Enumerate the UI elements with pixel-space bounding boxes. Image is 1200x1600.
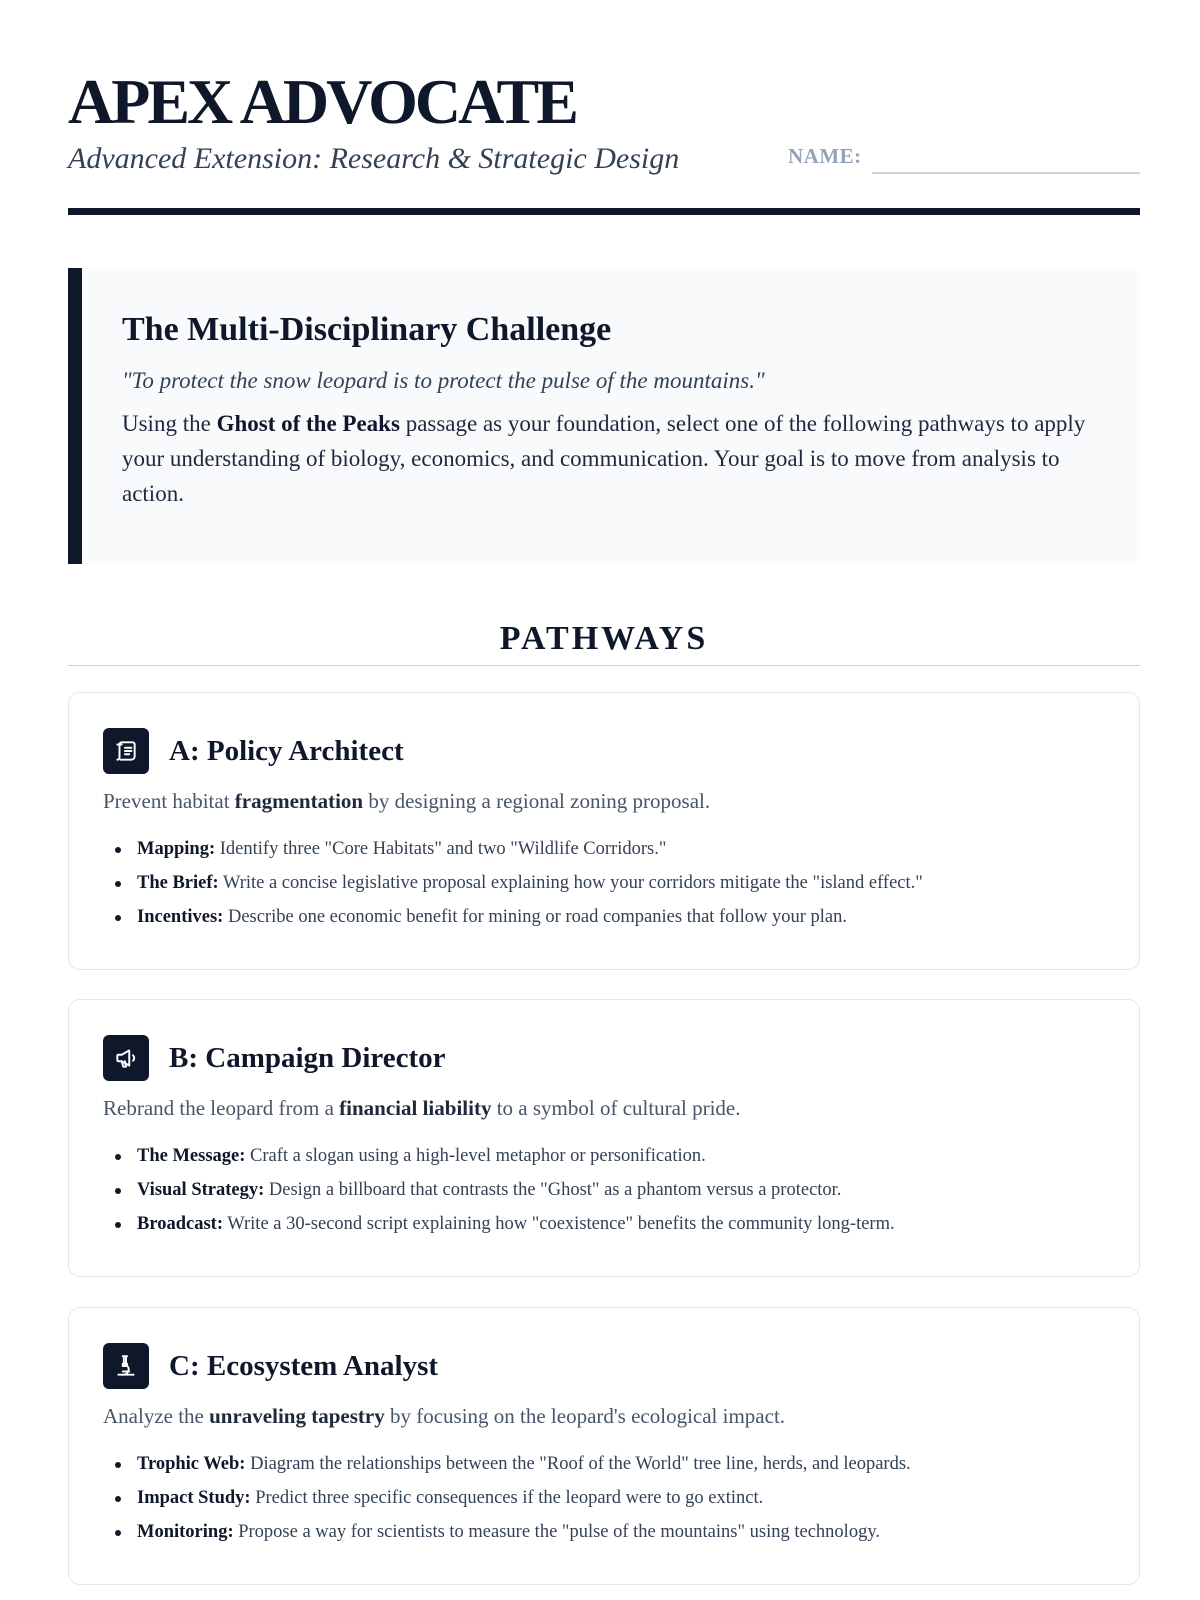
list-item bbox=[103, 1515, 1105, 1549]
challenge-body-text: Using the bbox=[122, 411, 217, 436]
task-label: The Brief: bbox=[137, 873, 219, 893]
header bbox=[68, 64, 1140, 175]
challenge-body-emphasis: Ghost of the Peaks bbox=[216, 411, 400, 436]
pathway-card-policy-architect bbox=[68, 692, 1140, 970]
pathway-task-list bbox=[103, 832, 1105, 934]
description-text: to a symbol of cultural pride. bbox=[491, 1096, 741, 1120]
list-item bbox=[103, 1173, 1105, 1207]
list-item bbox=[103, 1481, 1105, 1515]
task-text: Diagram the relationships between the "Roof of the World" tree line, herds, and leopards. bbox=[245, 1454, 911, 1474]
microscope-icon bbox=[103, 1343, 149, 1389]
pathway-title: A: Policy Architect bbox=[169, 734, 404, 767]
pathway-task-list bbox=[103, 1139, 1105, 1241]
pathway-description bbox=[103, 789, 1105, 814]
description-text: by focusing on the leopard's ecological impact. bbox=[384, 1404, 786, 1428]
pathway-task-list bbox=[103, 1447, 1105, 1549]
description-text: Analyze the bbox=[103, 1404, 210, 1428]
task-label: Incentives: bbox=[137, 907, 224, 927]
description-text: Prevent habitat bbox=[103, 789, 235, 813]
list-item bbox=[103, 1139, 1105, 1173]
section-divider bbox=[68, 665, 1140, 666]
task-text: Propose a way for scientists to measure the "pulse of the mountains" using technology. bbox=[233, 1522, 880, 1542]
challenge-title: The Multi-Disciplinary Challenge bbox=[122, 311, 612, 348]
description-emphasis: fragmentation bbox=[234, 789, 364, 813]
name-label: NAME: bbox=[788, 144, 862, 168]
task-text: Describe one economic benefit for mining or road companies that follow your plan. bbox=[223, 907, 847, 927]
task-text: Identify three "Core Habitats" and two "Wildlife Corridors." bbox=[215, 839, 667, 859]
list-item bbox=[103, 1447, 1105, 1481]
megaphone-icon bbox=[103, 1035, 149, 1081]
task-text: Design a billboard that contrasts the "Ghost" as a phantom versus a protector. bbox=[264, 1180, 842, 1200]
section-heading: PATHWAYS bbox=[499, 620, 709, 657]
header-divider bbox=[68, 208, 1140, 215]
task-label: Broadcast: bbox=[137, 1214, 223, 1234]
list-item bbox=[103, 832, 1105, 866]
pathway-description bbox=[103, 1096, 1105, 1121]
challenge-quote: "To protect the snow leopard is to protect the pulse of the mountains." bbox=[122, 368, 765, 393]
description-text: by designing a regional zoning proposal. bbox=[363, 789, 711, 813]
description-emphasis: unraveling tapestry bbox=[209, 1404, 385, 1428]
task-label: Mapping: bbox=[137, 839, 216, 859]
task-label: Monitoring: bbox=[137, 1522, 234, 1542]
page-title: APEX ADVOCATE bbox=[68, 66, 576, 137]
task-text: Write a 30-second script explaining how "coexistence" benefits the community long-term. bbox=[223, 1214, 895, 1234]
task-label: Visual Strategy: bbox=[137, 1180, 265, 1200]
task-text: Predict three specific consequences if the leopard were to go extinct. bbox=[250, 1488, 764, 1508]
name-field[interactable] bbox=[872, 172, 1140, 174]
description-text: Rebrand the leopard from a bbox=[103, 1096, 340, 1120]
task-label: Impact Study: bbox=[137, 1488, 251, 1508]
pathway-card-ecosystem-analyst bbox=[68, 1307, 1140, 1585]
challenge-box bbox=[68, 268, 1140, 564]
pathway-title: C: Ecosystem Analyst bbox=[169, 1349, 439, 1382]
page-subtitle: Advanced Extension: Research & Strategic Design bbox=[68, 142, 680, 175]
task-label: The Message: bbox=[137, 1146, 246, 1166]
list-item bbox=[103, 900, 1105, 934]
task-text: Write a concise legislative proposal explaining how your corridors mitigate the "island effect." bbox=[218, 873, 923, 893]
scroll-icon bbox=[103, 728, 149, 774]
task-text: Craft a slogan using a high-level metaphor or personification. bbox=[245, 1146, 706, 1166]
challenge-body-text: passage as your foundation, select one of the following pathways to apply your understanding of biology, economics, and communication. Your goal is to move from analysis to action. bbox=[122, 411, 1086, 506]
pathway-title: B: Campaign Director bbox=[169, 1041, 446, 1074]
pathway-description bbox=[103, 1404, 1105, 1429]
list-item bbox=[103, 1207, 1105, 1241]
task-label: Trophic Web: bbox=[137, 1454, 246, 1474]
list-item bbox=[103, 866, 1105, 900]
challenge-body bbox=[122, 406, 1090, 511]
pathway-card-campaign-director bbox=[68, 999, 1140, 1277]
description-emphasis: financial liability bbox=[339, 1096, 492, 1120]
